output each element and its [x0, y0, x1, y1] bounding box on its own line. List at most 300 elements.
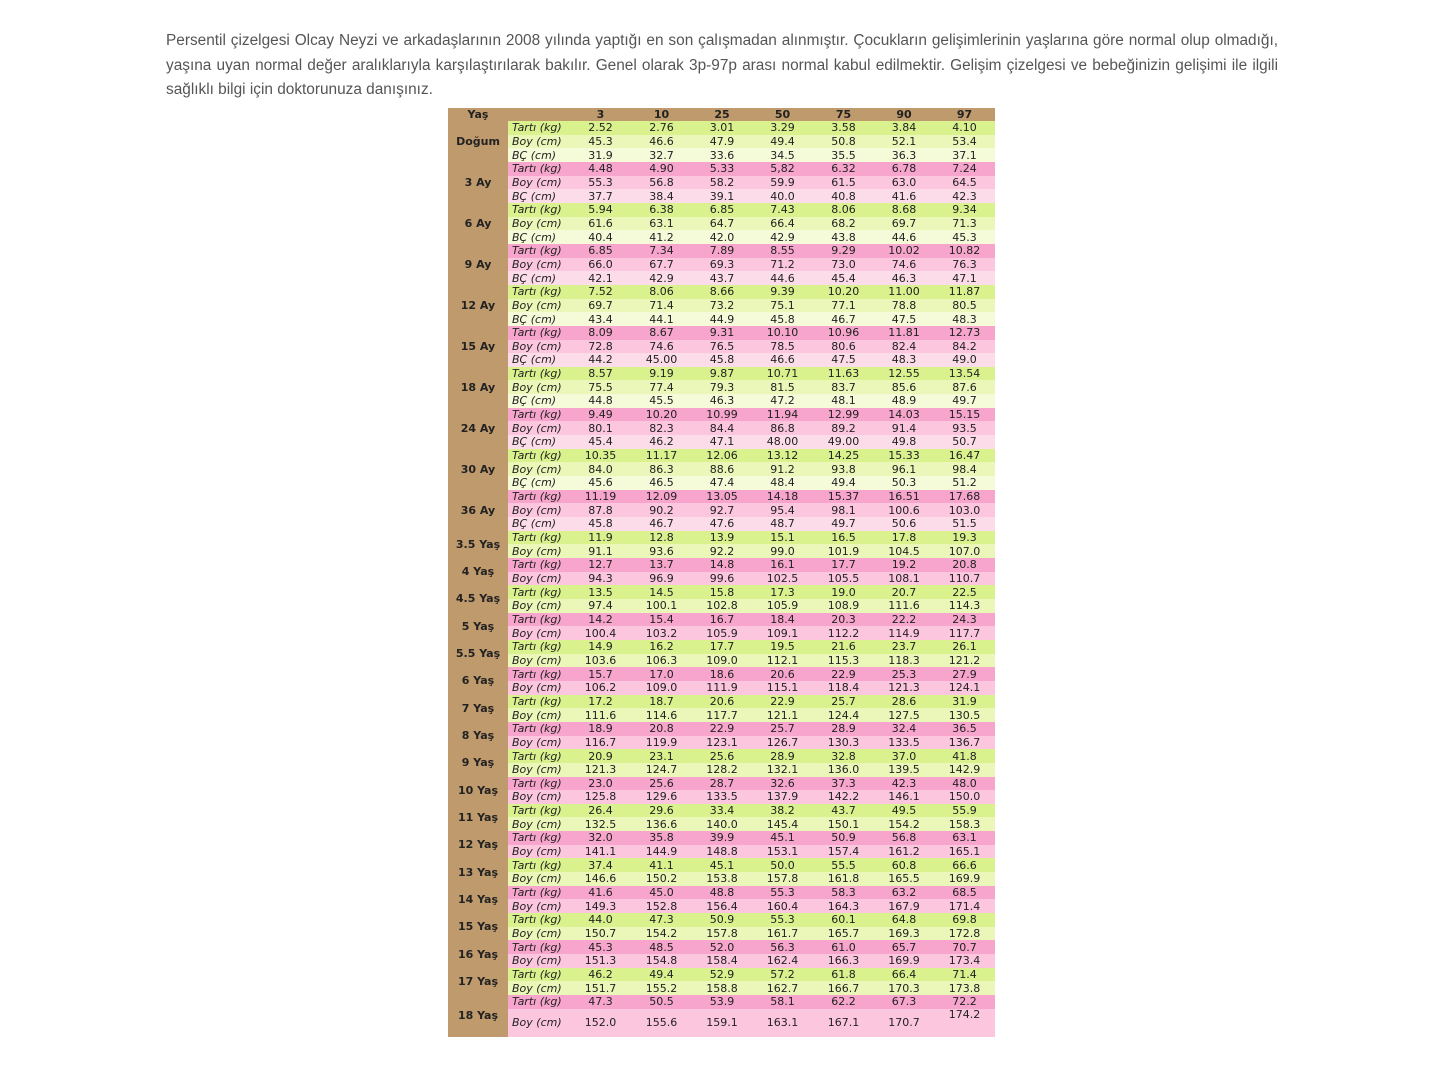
- value-cell: 12.73: [934, 326, 995, 340]
- value-cell: 13.5: [570, 585, 631, 599]
- value-cell: 109.0: [692, 654, 752, 668]
- measure-cell: BÇ (cm): [508, 148, 570, 162]
- percentile-table: [448, 108, 995, 1037]
- table-row: [448, 722, 995, 736]
- measure-cell: Tartı (kg): [508, 490, 570, 504]
- value-cell: 8.67: [631, 326, 692, 340]
- value-cell: 16.47: [934, 449, 995, 463]
- table-row: [448, 736, 995, 750]
- value-cell: 13.05: [692, 490, 752, 504]
- value-cell: 16.51: [874, 490, 934, 504]
- value-cell: 48.7: [752, 517, 813, 531]
- value-cell: 49.4: [813, 476, 874, 490]
- value-cell: 84.2: [934, 340, 995, 354]
- value-cell: 144.9: [631, 845, 692, 859]
- value-cell: 118.4: [813, 681, 874, 695]
- value-cell: 35.8: [631, 831, 692, 845]
- value-cell: 46.7: [813, 312, 874, 326]
- value-cell: 66.6: [934, 858, 995, 872]
- value-cell: 12.55: [874, 367, 934, 381]
- value-cell: 88.6: [692, 462, 752, 476]
- table-row: [448, 626, 995, 640]
- value-cell: 154.2: [631, 927, 692, 941]
- value-cell: 108.9: [813, 599, 874, 613]
- value-cell: 65.7: [874, 940, 934, 954]
- measure-cell: Boy (cm): [508, 462, 570, 476]
- value-cell: 69.3: [692, 258, 752, 272]
- value-cell: 165.7: [813, 927, 874, 941]
- value-cell: 9.34: [934, 203, 995, 217]
- value-cell: 80.6: [813, 340, 874, 354]
- value-cell: 5.33: [692, 162, 752, 176]
- value-cell: 43.7: [692, 271, 752, 285]
- age-cell: 16 Yaş: [448, 940, 508, 967]
- table-row: [448, 804, 995, 818]
- value-cell: 48.5: [631, 940, 692, 954]
- value-cell: 9.49: [570, 408, 631, 422]
- value-cell: 124.1: [934, 681, 995, 695]
- value-cell: 25.3: [874, 667, 934, 681]
- value-cell: 61.6: [570, 217, 631, 231]
- value-cell: 16.2: [631, 640, 692, 654]
- value-cell: 3.84: [874, 121, 934, 135]
- value-cell: 19.3: [934, 531, 995, 545]
- value-cell: 51.2: [934, 476, 995, 490]
- measure-cell: Boy (cm): [508, 421, 570, 435]
- table-body: [448, 121, 995, 1037]
- value-cell: 125.8: [570, 790, 631, 804]
- value-cell: 48.9: [874, 394, 934, 408]
- value-cell: 137.9: [752, 790, 813, 804]
- value-cell: 13.12: [752, 449, 813, 463]
- value-cell: 10.71: [752, 367, 813, 381]
- age-cell: 36 Ay: [448, 490, 508, 531]
- value-cell: 106.3: [631, 654, 692, 668]
- value-cell: 25.6: [692, 749, 752, 763]
- measure-cell: Tartı (kg): [508, 858, 570, 872]
- value-cell: 47.2: [752, 394, 813, 408]
- value-cell: 10.10: [752, 326, 813, 340]
- value-cell: 20.9: [570, 749, 631, 763]
- value-cell: 45.8: [692, 353, 752, 367]
- value-cell: 28.7: [692, 777, 752, 791]
- value-cell: 124.4: [813, 708, 874, 722]
- value-cell: 6.85: [692, 203, 752, 217]
- table-row: [448, 285, 995, 299]
- value-cell: 37.7: [570, 189, 631, 203]
- value-cell: 57.2: [752, 968, 813, 982]
- value-cell: 78.8: [874, 299, 934, 313]
- value-cell: 63.2: [874, 886, 934, 900]
- value-cell: 50.9: [692, 913, 752, 927]
- value-cell: 115.1: [752, 681, 813, 695]
- value-cell: 28.9: [813, 722, 874, 736]
- value-cell: 77.4: [631, 380, 692, 394]
- value-cell: 29.6: [631, 804, 692, 818]
- value-cell: 87.8: [570, 503, 631, 517]
- value-cell: 35.5: [813, 148, 874, 162]
- table-row: [448, 449, 995, 463]
- value-cell: 82.3: [631, 421, 692, 435]
- value-cell: 41.6: [570, 886, 631, 900]
- value-cell: 139.5: [874, 763, 934, 777]
- value-cell: 48.4: [752, 476, 813, 490]
- value-cell: 17.0: [631, 667, 692, 681]
- measure-cell: Tartı (kg): [508, 640, 570, 654]
- age-cell: 4.5 Yaş: [448, 585, 508, 612]
- table-row: [448, 517, 995, 531]
- value-cell: 74.6: [874, 258, 934, 272]
- table-row: [448, 271, 995, 285]
- value-cell: 52.0: [692, 940, 752, 954]
- value-cell: 3.29: [752, 121, 813, 135]
- value-cell: 158.3: [934, 817, 995, 831]
- measure-cell: Boy (cm): [508, 572, 570, 586]
- table-row: [448, 927, 995, 941]
- value-cell: 34.5: [752, 148, 813, 162]
- table-row: [448, 681, 995, 695]
- value-cell: 132.1: [752, 763, 813, 777]
- value-cell: 26.4: [570, 804, 631, 818]
- measure-cell: Boy (cm): [508, 258, 570, 272]
- value-cell: 58.3: [813, 886, 874, 900]
- value-cell: 159.1: [692, 1009, 752, 1037]
- measure-cell: Boy (cm): [508, 340, 570, 354]
- value-cell: 158.4: [692, 954, 752, 968]
- value-cell: 59.9: [752, 176, 813, 190]
- age-cell: 14 Yaş: [448, 886, 508, 913]
- age-cell: 11 Yaş: [448, 804, 508, 831]
- value-cell: 4.10: [934, 121, 995, 135]
- table-row: [448, 244, 995, 258]
- table-row: [448, 503, 995, 517]
- value-cell: 58.2: [692, 176, 752, 190]
- table-row: [448, 121, 995, 135]
- value-cell: 50.5: [631, 995, 692, 1009]
- value-cell: 121.3: [570, 763, 631, 777]
- table-row: [448, 326, 995, 340]
- value-cell: 146.1: [874, 790, 934, 804]
- value-cell: 161.2: [874, 845, 934, 859]
- value-cell: 9.39: [752, 285, 813, 299]
- value-cell: 39.9: [692, 831, 752, 845]
- value-cell: 133.5: [692, 790, 752, 804]
- value-cell: 132.5: [570, 817, 631, 831]
- value-cell: 81.5: [752, 380, 813, 394]
- value-cell: 6.38: [631, 203, 692, 217]
- value-cell: 166.3: [813, 954, 874, 968]
- percentile-header: 75: [813, 108, 874, 121]
- table-row: [448, 476, 995, 490]
- value-cell: 11.19: [570, 490, 631, 504]
- value-cell: 7.89: [692, 244, 752, 258]
- measure-cell: Boy (cm): [508, 544, 570, 558]
- value-cell: 100.1: [631, 599, 692, 613]
- value-cell: 15.4: [631, 613, 692, 627]
- value-cell: 13.54: [934, 367, 995, 381]
- value-cell: 106.2: [570, 681, 631, 695]
- table-row: [448, 995, 995, 1009]
- value-cell: 116.7: [570, 736, 631, 750]
- value-cell: 52.9: [692, 968, 752, 982]
- measure-cell: Boy (cm): [508, 299, 570, 313]
- value-cell: 41.8: [934, 749, 995, 763]
- measure-column-header: [508, 108, 570, 121]
- value-cell: 71.2: [752, 258, 813, 272]
- measure-cell: BÇ (cm): [508, 230, 570, 244]
- value-cell: 37.3: [813, 777, 874, 791]
- value-cell: 68.5: [934, 886, 995, 900]
- value-cell: 130.3: [813, 736, 874, 750]
- value-cell: 95.4: [752, 503, 813, 517]
- value-cell: 12.7: [570, 558, 631, 572]
- value-cell: 28.6: [874, 695, 934, 709]
- value-cell: 105.5: [813, 572, 874, 586]
- value-cell: 47.1: [692, 435, 752, 449]
- value-cell: 110.7: [934, 572, 995, 586]
- measure-cell: Tartı (kg): [508, 749, 570, 763]
- value-cell: 158.8: [692, 981, 752, 995]
- value-cell: 3.58: [813, 121, 874, 135]
- value-cell: 28.9: [752, 749, 813, 763]
- value-cell: 45.8: [570, 517, 631, 531]
- table-row: [448, 831, 995, 845]
- value-cell: 7.34: [631, 244, 692, 258]
- measure-cell: Boy (cm): [508, 654, 570, 668]
- value-cell: 37.0: [874, 749, 934, 763]
- value-cell: 49.4: [752, 135, 813, 149]
- value-cell: 10.02: [874, 244, 934, 258]
- value-cell: 56.8: [631, 176, 692, 190]
- measure-cell: Boy (cm): [508, 790, 570, 804]
- table-row: [448, 531, 995, 545]
- value-cell: 129.6: [631, 790, 692, 804]
- value-cell: 156.4: [692, 899, 752, 913]
- value-cell: 91.1: [570, 544, 631, 558]
- value-cell: 169.3: [874, 927, 934, 941]
- value-cell: 96.1: [874, 462, 934, 476]
- age-cell: 7 Yaş: [448, 695, 508, 722]
- table-row: [448, 1009, 995, 1037]
- value-cell: 111.6: [874, 599, 934, 613]
- value-cell: 45.00: [631, 353, 692, 367]
- value-cell: 105.9: [752, 599, 813, 613]
- value-cell: 50.9: [813, 831, 874, 845]
- measure-cell: Tartı (kg): [508, 244, 570, 258]
- value-cell: 56.8: [874, 831, 934, 845]
- value-cell: 15.37: [813, 490, 874, 504]
- value-cell: 11.81: [874, 326, 934, 340]
- table-row: [448, 708, 995, 722]
- value-cell: 10.82: [934, 244, 995, 258]
- measure-cell: Tartı (kg): [508, 886, 570, 900]
- value-cell: 60.8: [874, 858, 934, 872]
- age-cell: 3.5 Yaş: [448, 531, 508, 558]
- age-cell: 5 Yaş: [448, 613, 508, 640]
- table-row: [448, 462, 995, 476]
- value-cell: 151.7: [570, 981, 631, 995]
- value-cell: 49.4: [631, 968, 692, 982]
- value-cell: 86.3: [631, 462, 692, 476]
- value-cell: 47.4: [692, 476, 752, 490]
- value-cell: 133.5: [874, 736, 934, 750]
- age-cell: 13 Yaş: [448, 858, 508, 885]
- measure-cell: Tartı (kg): [508, 913, 570, 927]
- intro-paragraph: Persentil çizelgesi Olcay Neyzi ve arkadaşlarının 2008 yılında yaptığı en son çalışmadan alınmıştır. Çocukların gelişimlerinin yaşlarına göre normal olup olmadığı, yaşına uyan normal değer aralıklarıyla karşılaştırılarak bakılır. Genel olarak 3p-97p arası normal kabul edilmektir. Gelişim çizelgesi ve bebeğinizin gelişimi ile ilgili sağlıklı bilgi için doktorunuza danışınız.: [166, 32, 1278, 99]
- value-cell: 160.4: [752, 899, 813, 913]
- table-row: [448, 312, 995, 326]
- measure-cell: Boy (cm): [508, 845, 570, 859]
- value-cell: 49.7: [813, 517, 874, 531]
- value-cell: 86.8: [752, 421, 813, 435]
- measure-cell: Tartı (kg): [508, 940, 570, 954]
- table-row: [448, 380, 995, 394]
- table-row: [448, 695, 995, 709]
- value-cell: 165.5: [874, 872, 934, 886]
- value-cell: 3.01: [692, 121, 752, 135]
- value-cell: 90.2: [631, 503, 692, 517]
- value-cell: 46.2: [570, 968, 631, 982]
- value-cell: 92.2: [692, 544, 752, 558]
- value-cell: 161.8: [813, 872, 874, 886]
- value-cell: 89.2: [813, 421, 874, 435]
- value-cell: 55.3: [752, 913, 813, 927]
- value-cell: 16.5: [813, 531, 874, 545]
- value-cell: 78.5: [752, 340, 813, 354]
- value-cell: 25.6: [631, 777, 692, 791]
- value-cell: 41.2: [631, 230, 692, 244]
- value-cell: 15.1: [752, 531, 813, 545]
- value-cell: 5.94: [570, 203, 631, 217]
- value-cell: 155.6: [631, 1009, 692, 1037]
- value-cell: 109.0: [631, 681, 692, 695]
- value-cell: 14.18: [752, 490, 813, 504]
- value-cell: 51.5: [934, 517, 995, 531]
- measure-cell: Boy (cm): [508, 708, 570, 722]
- value-cell: 8.06: [813, 203, 874, 217]
- age-cell: 3 Ay: [448, 162, 508, 203]
- value-cell: 71.4: [934, 968, 995, 982]
- value-cell: 19.0: [813, 585, 874, 599]
- value-cell: 97.4: [570, 599, 631, 613]
- age-cell: 12 Yaş: [448, 831, 508, 858]
- table-row: [448, 203, 995, 217]
- value-cell: 127.5: [874, 708, 934, 722]
- value-cell: 64.7: [692, 217, 752, 231]
- value-cell: 157.8: [752, 872, 813, 886]
- value-cell: 165.1: [934, 845, 995, 859]
- measure-cell: Tartı (kg): [508, 367, 570, 381]
- measure-cell: Tartı (kg): [508, 449, 570, 463]
- value-cell: 42.1: [570, 271, 631, 285]
- value-cell: 22.9: [692, 722, 752, 736]
- value-cell: 146.6: [570, 872, 631, 886]
- value-cell: 118.3: [874, 654, 934, 668]
- measure-cell: Tartı (kg): [508, 121, 570, 135]
- value-cell: 24.3: [934, 613, 995, 627]
- value-cell: 157.4: [813, 845, 874, 859]
- value-cell: 48.3: [934, 312, 995, 326]
- value-cell: 11.63: [813, 367, 874, 381]
- value-cell: 108.1: [874, 572, 934, 586]
- measure-cell: Boy (cm): [508, 763, 570, 777]
- value-cell: 14.9: [570, 640, 631, 654]
- value-cell: 13.7: [631, 558, 692, 572]
- value-cell: 44.8: [570, 394, 631, 408]
- value-cell: 63.0: [874, 176, 934, 190]
- value-cell: 45.5: [631, 394, 692, 408]
- value-cell: 142.9: [934, 763, 995, 777]
- value-cell: 45.1: [692, 858, 752, 872]
- value-cell: 7.52: [570, 285, 631, 299]
- value-cell: 47.3: [631, 913, 692, 927]
- value-cell: 98.1: [813, 503, 874, 517]
- value-cell: 49.00: [813, 435, 874, 449]
- value-cell: 49.0: [934, 353, 995, 367]
- value-cell: 140.0: [692, 817, 752, 831]
- value-cell: 7.24: [934, 162, 995, 176]
- value-cell: 22.9: [752, 695, 813, 709]
- measure-cell: Boy (cm): [508, 135, 570, 149]
- value-cell: 121.3: [874, 681, 934, 695]
- age-cell: Doğum: [448, 121, 508, 162]
- table-row: [448, 899, 995, 913]
- value-cell: 141.1: [570, 845, 631, 859]
- value-cell: 104.5: [874, 544, 934, 558]
- measure-cell: BÇ (cm): [508, 476, 570, 490]
- value-cell: 39.1: [692, 189, 752, 203]
- value-cell: 47.1: [934, 271, 995, 285]
- value-cell: 87.6: [934, 380, 995, 394]
- value-cell: 100.6: [874, 503, 934, 517]
- measure-cell: Tartı (kg): [508, 285, 570, 299]
- value-cell: 69.7: [874, 217, 934, 231]
- value-cell: 62.2: [813, 995, 874, 1009]
- value-cell: 14.2: [570, 613, 631, 627]
- value-cell: 38.4: [631, 189, 692, 203]
- table-row: [448, 886, 995, 900]
- value-cell: 61.0: [813, 940, 874, 954]
- table-row: [448, 367, 995, 381]
- value-cell: 136.0: [813, 763, 874, 777]
- value-cell: 66.4: [752, 217, 813, 231]
- value-cell: 83.7: [813, 380, 874, 394]
- table-row: [448, 394, 995, 408]
- value-cell: 112.2: [813, 626, 874, 640]
- value-cell: 44.1: [631, 312, 692, 326]
- measure-cell: Boy (cm): [508, 872, 570, 886]
- measure-cell: Boy (cm): [508, 736, 570, 750]
- value-cell: 136.7: [934, 736, 995, 750]
- value-cell: 9.31: [692, 326, 752, 340]
- age-cell: 6 Yaş: [448, 667, 508, 694]
- value-cell: 99.0: [752, 544, 813, 558]
- value-cell: 76.3: [934, 258, 995, 272]
- value-cell: 22.9: [813, 667, 874, 681]
- value-cell: 105.9: [692, 626, 752, 640]
- value-cell: 32.6: [752, 777, 813, 791]
- value-cell: 152.8: [631, 899, 692, 913]
- measure-cell: Boy (cm): [508, 626, 570, 640]
- measure-cell: Tartı (kg): [508, 531, 570, 545]
- value-cell: 44.0: [570, 913, 631, 927]
- value-cell: 7.43: [752, 203, 813, 217]
- table-row: [448, 845, 995, 859]
- table-row: [448, 872, 995, 886]
- value-cell: 45.3: [570, 135, 631, 149]
- measure-cell: Tartı (kg): [508, 667, 570, 681]
- value-cell: 41.6: [874, 189, 934, 203]
